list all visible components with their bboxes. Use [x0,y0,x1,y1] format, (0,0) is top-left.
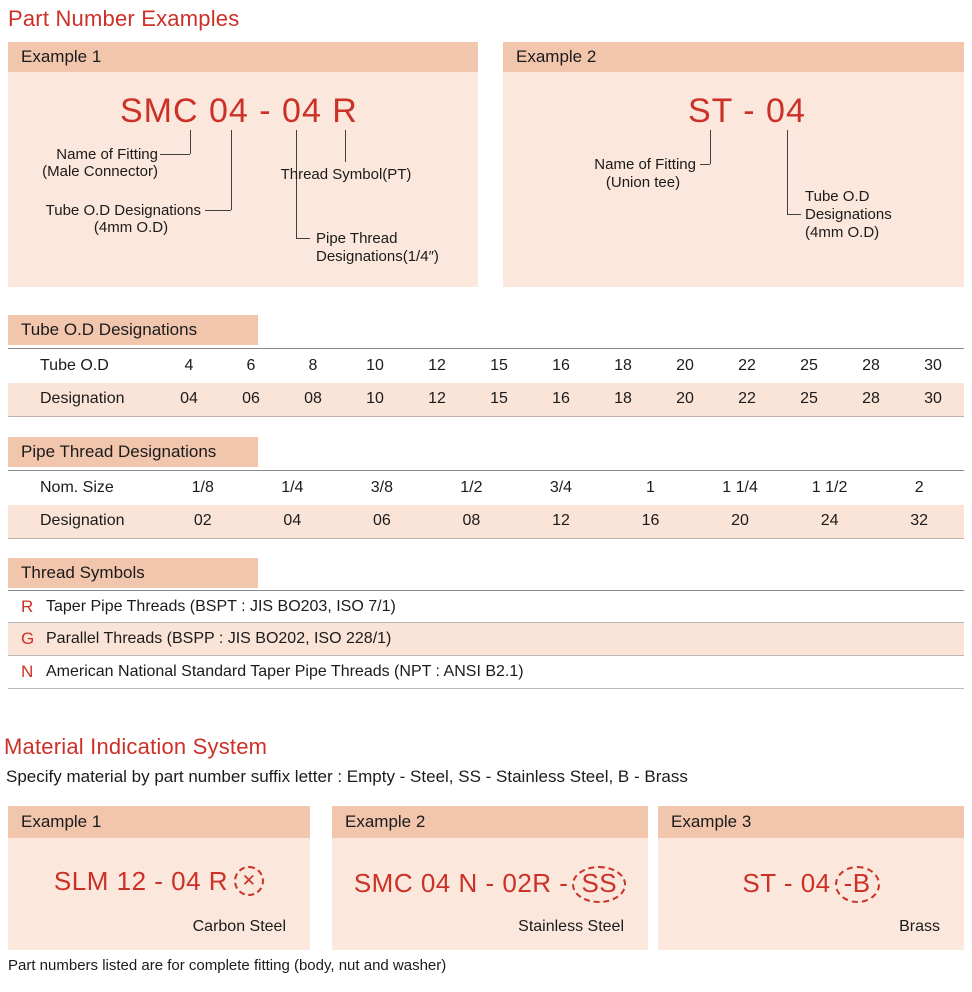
pipe-thread-table [8,470,964,539]
example-2-header-label: Example 2 [516,47,597,66]
material-example-3-header: Example 3 [658,806,964,838]
example-1-header-label: Example 1 [21,47,102,66]
annotation-tube-od-sub: (4mm O.D) [805,224,880,241]
tube-od-section-title: Tube O.D Designations [21,320,198,339]
cell: 04 [180,390,198,408]
thread-symbols-section-header [8,558,258,588]
example-2-header [503,42,964,72]
footer-note: Part numbers listed are for complete fitting (body, nut and washer) [8,957,447,974]
connector-line [296,130,297,238]
connector-line [345,130,346,162]
cell: 22 [738,390,756,408]
cell: 28 [862,356,880,374]
material-part-number [658,866,964,903]
page-title: Part Number Examples [8,6,240,31]
thread-symbol-row [8,623,964,656]
cell: 15 [490,356,508,374]
designation-row [8,383,964,417]
cell: 2 [914,478,924,496]
part-number-text: SMC 04 N - 02R - [353,868,569,898]
cell: 1/2 [460,478,483,496]
connector-line [190,130,191,154]
material-name: Brass [899,918,940,935]
cell: 12 [552,512,570,530]
annotation-line: Name of Fitting [56,146,158,163]
cell: 10 [366,356,384,374]
example-1-part-number: SMC 04 - 04 R [120,92,358,130]
part-number-text: SLM 12 - 04 R [53,866,229,896]
example-1-header [8,42,478,72]
annotation-tube-od-2: Designations [805,206,892,223]
cell: 18 [614,390,632,408]
thread-symbol-description: Taper Pipe Threads (BSPT : JIS BO203, ISO 7/1) [46,597,396,615]
cell: 18 [614,356,632,374]
cell: 04 [283,512,302,530]
cell: 02 [193,512,212,530]
suffix-text: -B [843,868,871,898]
row-label: Designation [40,390,125,408]
cell: 16 [641,512,660,530]
cell: 3/8 [370,478,393,496]
cell: 1/8 [191,478,214,496]
material-example-3-content [658,838,964,950]
row-label: Tube O.D [40,356,109,374]
cell: 1 [646,478,655,496]
cell: 06 [372,512,391,530]
connector-line [231,130,232,210]
annotation-pipe-thread-sub: Designations(1/4″) [316,248,439,265]
tube-od-table [8,348,964,417]
connector-line [700,164,710,165]
connector-line [710,130,711,164]
thread-symbols-section-title: Thread Symbols [21,563,145,582]
part-number-text: ST - 04 [742,868,831,898]
thread-symbol-row [8,590,964,623]
cell: 12 [428,356,446,374]
annotation-name-of-fitting [24,146,158,180]
cell: 15 [490,390,508,408]
thread-symbol-letter: N [21,662,34,681]
example-1-panel [8,42,478,287]
suffix-text: SS [581,868,618,898]
cell: 30 [924,390,942,408]
connector-line [296,238,310,239]
cell: 4 [184,356,194,374]
thread-symbol-letter: G [21,629,35,648]
cell: 32 [910,512,929,530]
annotation-pipe-thread: Pipe Thread [316,230,398,247]
cell: 30 [924,356,942,374]
cell: 6 [246,356,256,374]
connector-line [787,214,801,215]
material-example-2-panel [332,806,648,950]
material-example-1-header: Example 1 [8,806,310,838]
suffix-circle [234,866,264,896]
material-example-2-header: Example 2 [332,806,648,838]
example-2-diagram [503,72,964,287]
thread-symbol-description: Parallel Threads (BSPP : JIS BO202, ISO 228/1) [46,630,392,647]
material-example-3-panel [658,806,964,950]
cell: 1/4 [281,478,304,496]
example-2-panel [503,42,964,287]
annotation-tube-od-sub: (4mm O.D) [93,219,169,236]
row-label: Designation [40,512,125,530]
connector-line [205,210,231,211]
cell: 25 [800,356,818,374]
connector-line [787,130,788,214]
tube-od-section-header [8,315,258,345]
cell: 28 [862,390,880,408]
example-1-diagram [8,72,478,287]
thread-symbol-row [8,656,964,689]
cell: 20 [731,512,749,530]
material-section-title: Material Indication System [4,734,268,759]
thread-symbol-description: American National Standard Taper Pipe Threads (NPT : ANSI B2.1) [46,663,524,680]
material-example-1-panel [8,806,310,950]
suffix-text: ✕ [241,871,257,891]
cell: 08 [462,512,481,530]
cell: 25 [800,390,818,408]
material-name: Carbon Steel [192,918,286,935]
nom-size-row [8,471,964,505]
cell: 06 [242,390,260,408]
annotation-thread-symbol: Thread Symbol(PT) [280,166,412,183]
cell: 10 [366,390,384,408]
annotation-tube-od: Tube O.D Designations [45,202,201,219]
example-2-part-number: ST - 04 [688,92,806,130]
cell: 16 [552,356,570,374]
annotation-name-of-fitting: Name of Fitting [594,156,696,173]
cell: 1 1/4 [722,478,758,496]
cell: 08 [304,390,322,408]
annotation-line: (Male Connector) [42,163,158,180]
cell: 3/4 [549,478,573,496]
cell: 16 [552,390,570,408]
cell: 24 [820,512,839,530]
material-name: Stainless Steel [518,918,624,935]
cell: 20 [676,356,694,374]
connector-line [160,154,190,155]
thread-symbol-letter: R [21,596,34,616]
material-part-number [332,866,648,903]
suffix-circle [835,866,880,903]
cell: 1 1/2 [811,478,848,496]
cell: 22 [738,356,756,374]
annotation-tube-od: Tube O.D [805,188,870,205]
annotation-name-of-fitting-sub: (Union tee) [605,174,681,191]
designation-row [8,505,964,539]
cell: 8 [308,356,318,374]
material-example-2-content [332,838,648,950]
material-part-number [8,866,310,898]
material-section-subtitle: Specify material by part number suffix letter : Empty - Steel, SS - Stainless Steel, B - Brass [6,767,688,786]
pipe-thread-section-title: Pipe Thread Designations [21,442,217,461]
suffix-circle [572,866,626,903]
cell: 20 [676,390,694,408]
cell: 12 [428,390,446,408]
tube-od-row [8,349,964,383]
pipe-thread-section-header [8,437,258,467]
material-example-1-content [8,838,310,950]
row-label: Nom. Size [40,478,114,496]
